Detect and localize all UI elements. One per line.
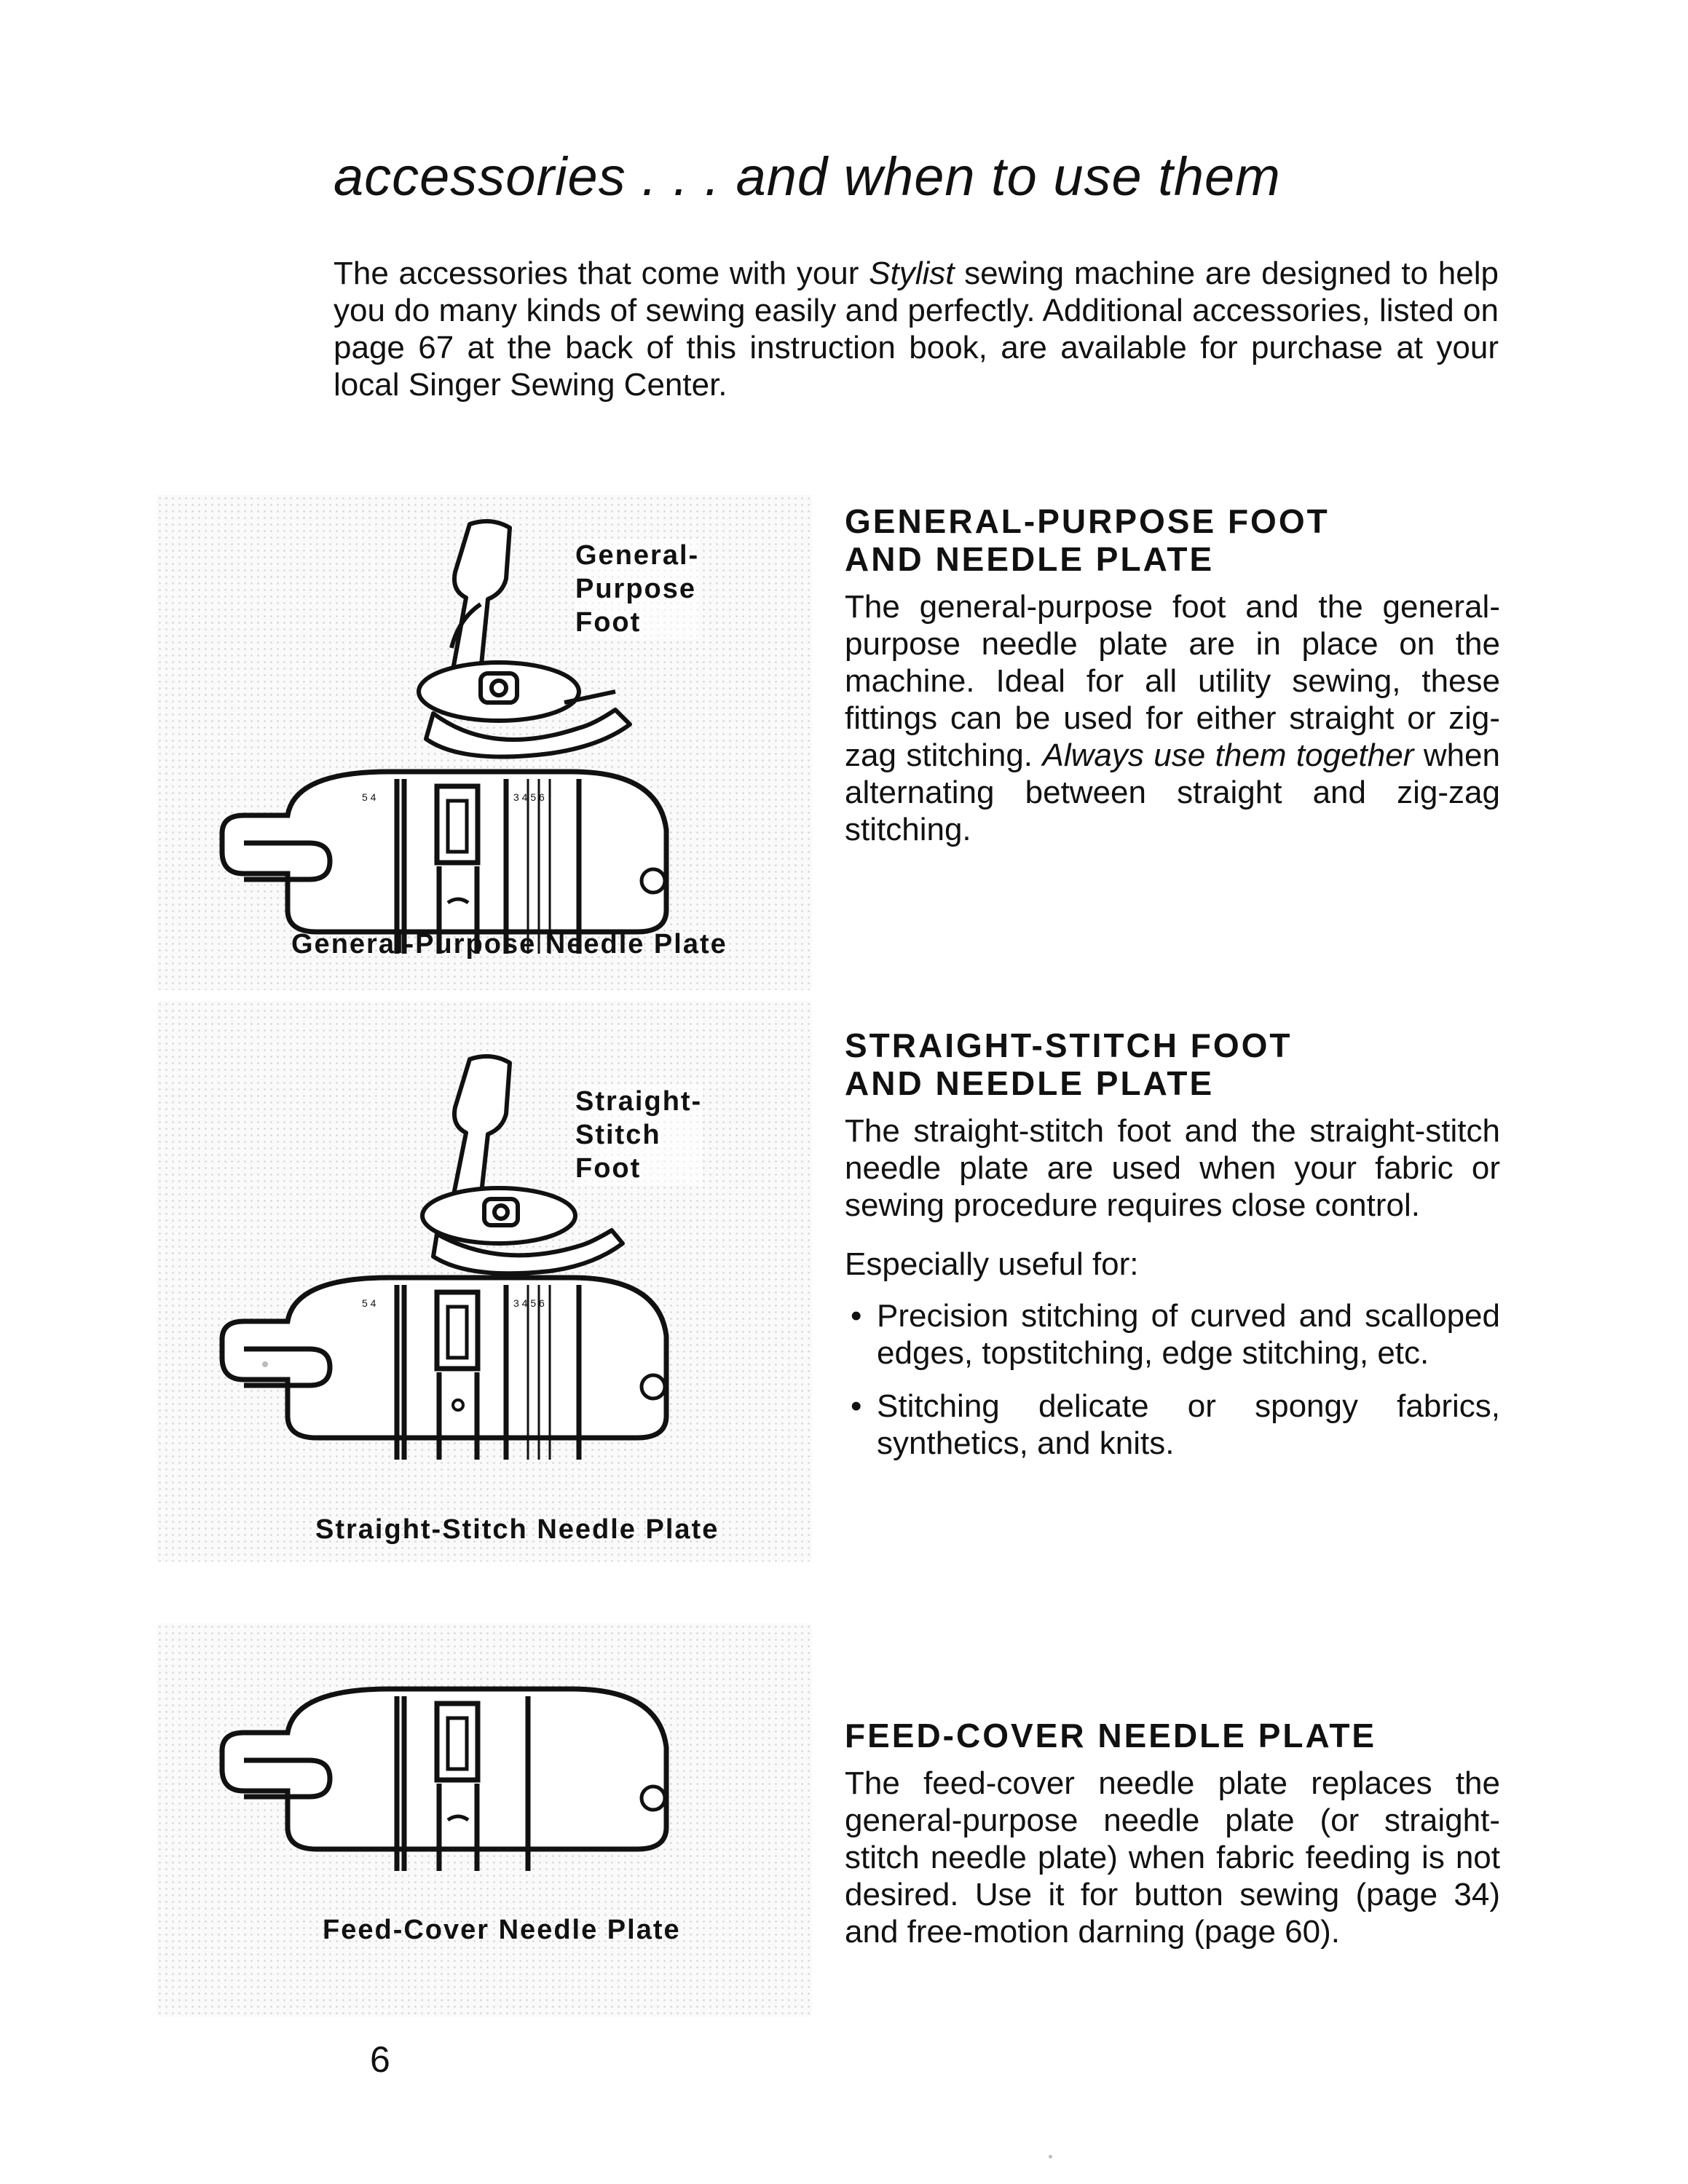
- feed-cover-heading-line-1: FEED-COVER NEEDLE PLATE: [845, 1717, 1377, 1754]
- general-purpose-body: [845, 588, 1500, 848]
- general-purpose-needle-plate-icon: [222, 772, 666, 954]
- straight-stitch-section: [845, 1026, 1500, 1478]
- straight-stitch-illustration: [157, 1001, 812, 1562]
- general-foot-label-line-1: General-: [575, 540, 700, 571]
- general-body-emphasis: Always use them together: [1042, 737, 1414, 773]
- intro-text-2: sewing machine are designed to help you do many kinds of sewing easily and perfectly. Additional accessories, listed on page 67 at the back of this instruction book, are available for purchase at your local Singer Sewing Center.: [334, 256, 1499, 403]
- list-item-text: Precision stitching of curved and scalloped edges, topstitching, edge stitching, etc.: [877, 1298, 1500, 1371]
- straight-stitch-useful-intro: Especially useful for:: [845, 1246, 1139, 1282]
- scan-speck: [262, 1361, 268, 1367]
- general-purpose-heading: [845, 502, 1500, 578]
- general-plate-marks-right: 3 4 5 6: [513, 791, 545, 803]
- straight-foot-label-line-3: Foot: [575, 1153, 642, 1184]
- feed-cover-body: The feed-cover needle plate replaces the general-purpose needle plate (or straight-stitch needle plate) when fabric feeding is not desired. Use it for button sewing (page 34) and free-motion darning (page 60).: [845, 1765, 1500, 1950]
- straight-stitch-figure: [157, 1001, 812, 1562]
- list-item: [845, 1388, 1500, 1462]
- intro-text-1: The accessories that come with your: [334, 256, 869, 291]
- straight-heading-line-2: AND NEEDLE PLATE: [845, 1064, 1215, 1102]
- general-plate-marks-left: 5 4: [362, 791, 376, 803]
- general-heading-line-2: AND NEEDLE PLATE: [845, 540, 1215, 578]
- general-body-text-2: when alternating between straight and zig-zag stitching.: [845, 737, 1501, 847]
- straight-foot-label-line-1: Straight-: [575, 1086, 703, 1117]
- general-body-text-1: The general-purpose foot and the general-purpose needle plate are in place on the machine. Ideal for all utility sewing, these fittings can be used for either straight or zig-zag stitching.: [845, 589, 1500, 773]
- page-title: accessories . . . and when to use them: [334, 146, 1281, 207]
- feed-cover-figure: [157, 1623, 812, 2017]
- straight-stitch-foot-label: [575, 1085, 702, 1185]
- straight-foot-label-line-2: Stitch: [575, 1120, 661, 1150]
- straight-stitch-needle-plate-icon: [222, 1278, 666, 1460]
- straight-stitch-uses-list: [845, 1297, 1500, 1462]
- general-purpose-figure: [157, 495, 812, 990]
- general-foot-label-line-3: Foot: [575, 607, 642, 638]
- feed-cover-plate-caption: Feed-Cover Needle Plate: [323, 1915, 681, 1945]
- list-item: [845, 1297, 1500, 1372]
- bullet-icon: •: [851, 1388, 862, 1424]
- feed-cover-heading: [845, 1717, 1500, 1754]
- list-item-text: Stitching delicate or spongy fabrics, synthetics, and knits.: [877, 1388, 1500, 1461]
- straight-plate-marks-right: 3 4 5 6: [513, 1297, 545, 1309]
- page-number: 6: [370, 2039, 390, 2080]
- general-heading-line-1: GENERAL-PURPOSE FOOT: [845, 502, 1330, 540]
- general-purpose-foot-label: [575, 539, 699, 639]
- general-purpose-section: [845, 502, 1500, 848]
- bullet-icon: •: [851, 1298, 862, 1334]
- scan-speck: [1049, 2155, 1052, 2159]
- feed-cover-needle-plate-icon: [222, 1689, 666, 1871]
- straight-stitch-body: The straight-stitch foot and the straight-stitch needle plate are used when your fabric or sewing procedure requires close control.: [845, 1113, 1500, 1223]
- intro-paragraph: [334, 255, 1499, 403]
- general-purpose-illustration: [157, 495, 812, 990]
- general-foot-label-line-2: Purpose: [575, 574, 697, 604]
- intro-brand: Stylist: [869, 256, 955, 291]
- feed-cover-section: [845, 1717, 1500, 1950]
- straight-stitch-plate-caption: Straight-Stitch Needle Plate: [315, 1514, 719, 1545]
- straight-stitch-heading: [845, 1026, 1500, 1102]
- feed-cover-illustration: [157, 1623, 812, 2017]
- straight-heading-line-1: STRAIGHT-STITCH FOOT: [845, 1026, 1293, 1064]
- general-purpose-plate-caption: General-Purpose Needle Plate: [291, 929, 727, 960]
- straight-plate-marks-left: 5 4: [362, 1297, 376, 1309]
